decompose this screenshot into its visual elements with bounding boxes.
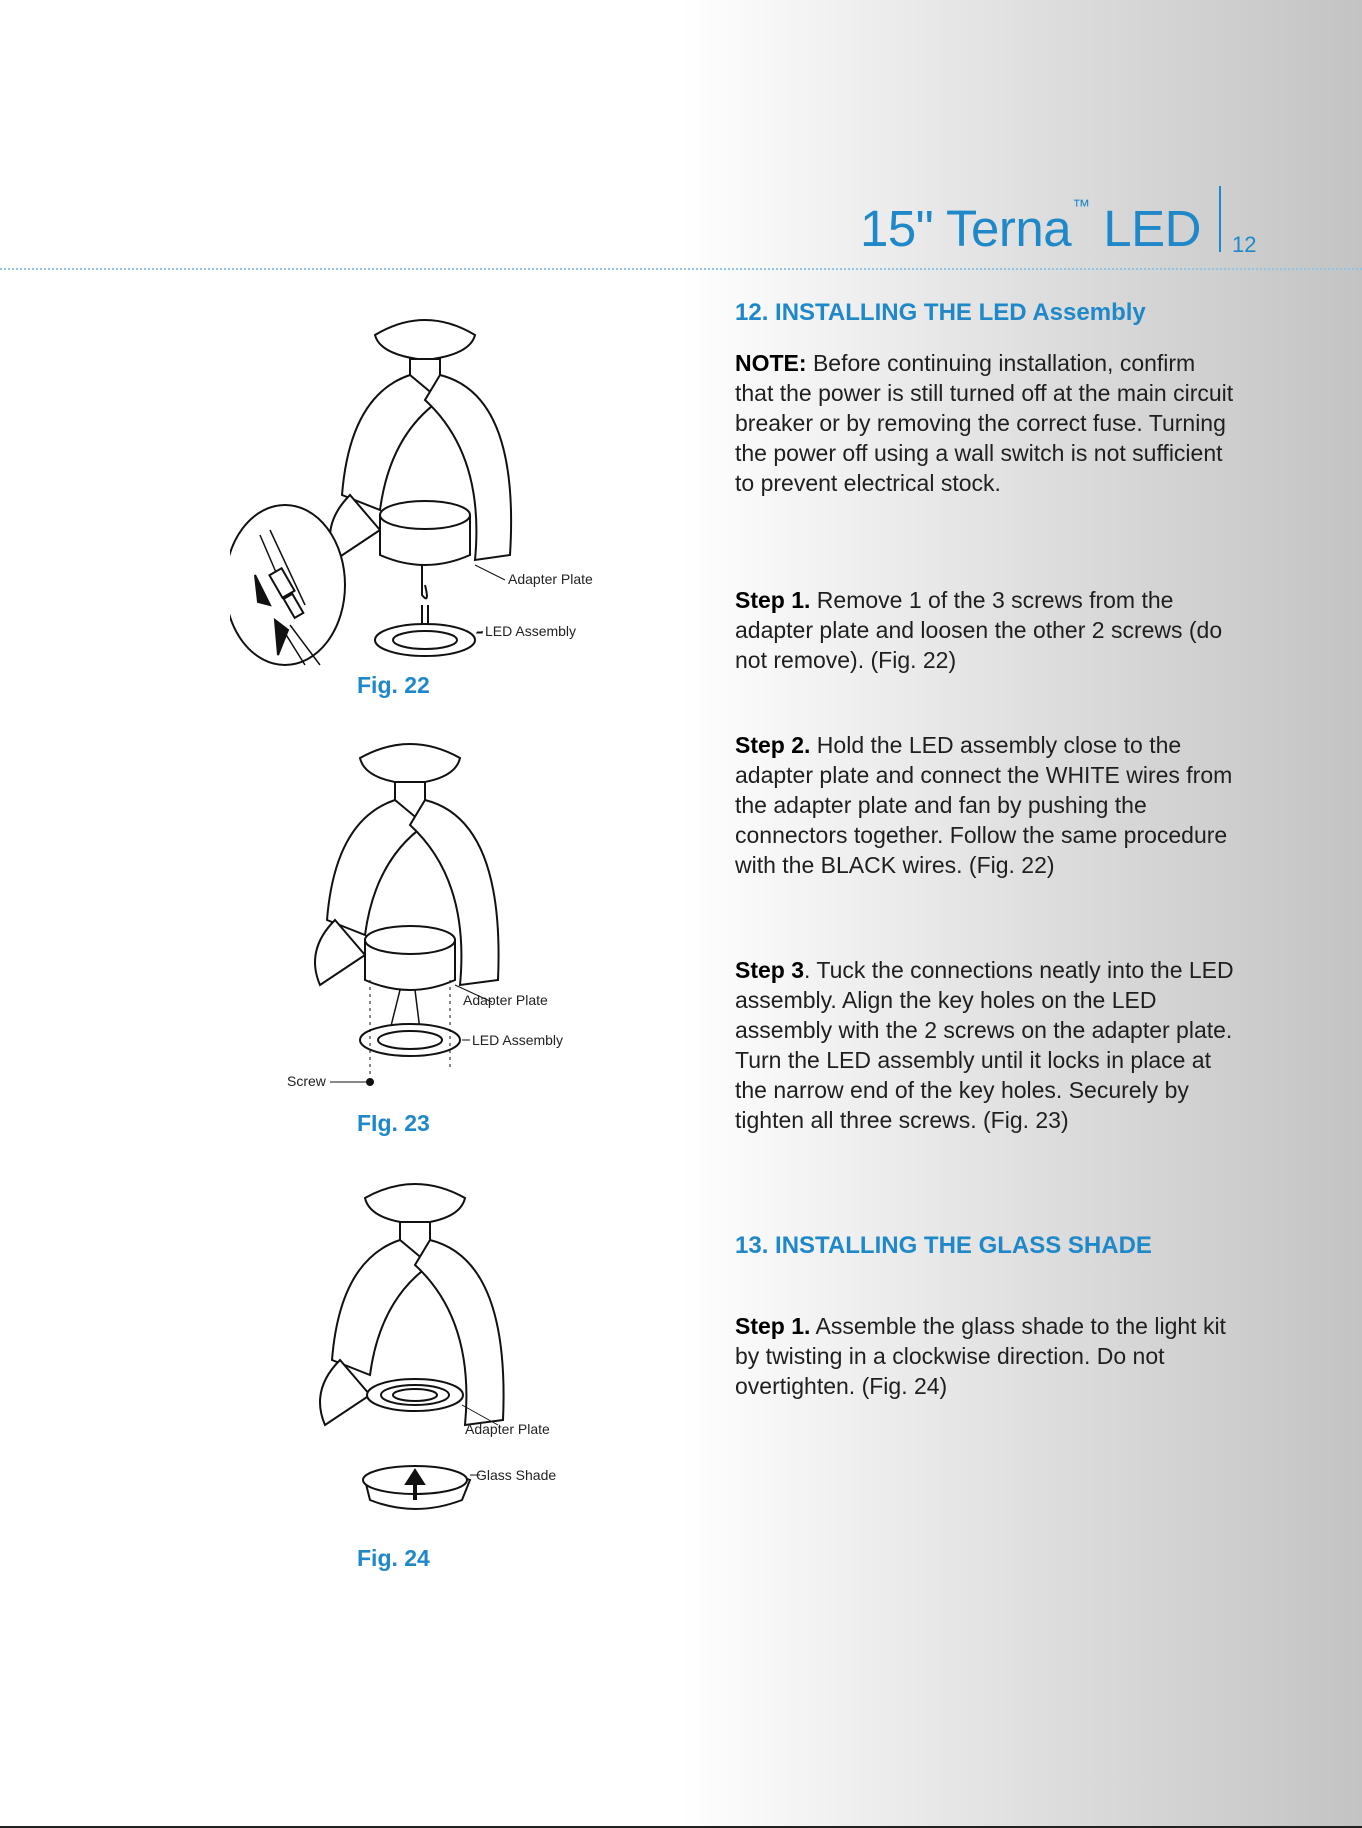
fig-23-illustration bbox=[230, 740, 600, 1100]
step-2-text: Hold the LED assembly close to the adapter plate and connect the WHITE wires from the adapter plate and fan by pushing the connectors together. Follow the same procedure with the BLACK wires. (Fig. 22) bbox=[735, 732, 1233, 878]
step-2-label: Step 2. bbox=[735, 732, 811, 758]
dotted-divider bbox=[0, 268, 1362, 270]
fig-23-callout-led-assembly: LED Assembly bbox=[472, 1032, 564, 1048]
trademark-symbol: ™ bbox=[1072, 196, 1090, 216]
step-1-text: Remove 1 of the 3 screws from the adapter plate and loosen the other 2 screws (do not remove). (Fig. 22) bbox=[735, 587, 1223, 673]
fig-24-caption: Fig. 24 bbox=[357, 1545, 430, 1571]
step-3-paragraph bbox=[735, 955, 1235, 1135]
fig-23-callout-adapter-plate: Adapter Plate bbox=[463, 992, 548, 1008]
fig-23-callout-screw: Screw bbox=[287, 1073, 326, 1089]
section-13-title: 13. INSTALLING THE GLASS SHADE bbox=[735, 1232, 1152, 1259]
fig-22-callout-adapter-plate: Adapter Plate bbox=[508, 571, 593, 587]
product-name: 15" Terna bbox=[859, 200, 1072, 257]
note-label: NOTE: bbox=[735, 350, 807, 376]
fig-23-caption: FIg. 23 bbox=[357, 1110, 430, 1136]
section-12-title: 12. INSTALLING THE LED Assembly bbox=[735, 299, 1146, 326]
fig-24-callout-glass-shade: Glass Shade bbox=[476, 1467, 557, 1483]
fig-24-callout-adapter-plate: Adapter Plate bbox=[465, 1421, 550, 1437]
page-number: 12 bbox=[1232, 232, 1257, 257]
step-1-label: Step 1. bbox=[735, 587, 811, 613]
fig-24-illustration bbox=[230, 1180, 600, 1530]
glass-step-1-paragraph bbox=[735, 1311, 1235, 1401]
fig-22-illustration bbox=[230, 305, 610, 685]
step-3-label: Step 3 bbox=[735, 957, 805, 983]
glass-step-1-text: Assemble the glass shade to the light kit by twisting in a clockwise direction. Do not overtighten. (Fig. 24) bbox=[735, 1313, 1226, 1399]
step-3-text: . Tuck the connections neatly into the LED assembly. Align the key holes on the LED assembly with the 2 screws on the adapter plate. Turn the LED assembly until it locks in place at the narrow end of the key holes. Securely by tighten all three screws. (Fig. 23) bbox=[735, 957, 1234, 1133]
glass-step-1-label: Step 1. bbox=[735, 1313, 811, 1339]
note-text: Before continuing installation, confirm that the power is still turned off at the main circuit breaker or by removing the correct fuse. Turning the power off using a wall switch is not sufficient to prevent electrical stock. bbox=[735, 350, 1234, 496]
step-1-paragraph bbox=[735, 585, 1235, 675]
header-divider bbox=[1219, 186, 1221, 252]
step-2-paragraph bbox=[735, 730, 1235, 880]
note-paragraph bbox=[735, 348, 1235, 498]
fig-22-caption: Fig. 22 bbox=[357, 672, 430, 698]
product-title bbox=[860, 196, 1201, 258]
fig-22-callout-led-assembly: LED Assembly bbox=[485, 623, 577, 639]
product-suffix: LED bbox=[1089, 200, 1201, 257]
